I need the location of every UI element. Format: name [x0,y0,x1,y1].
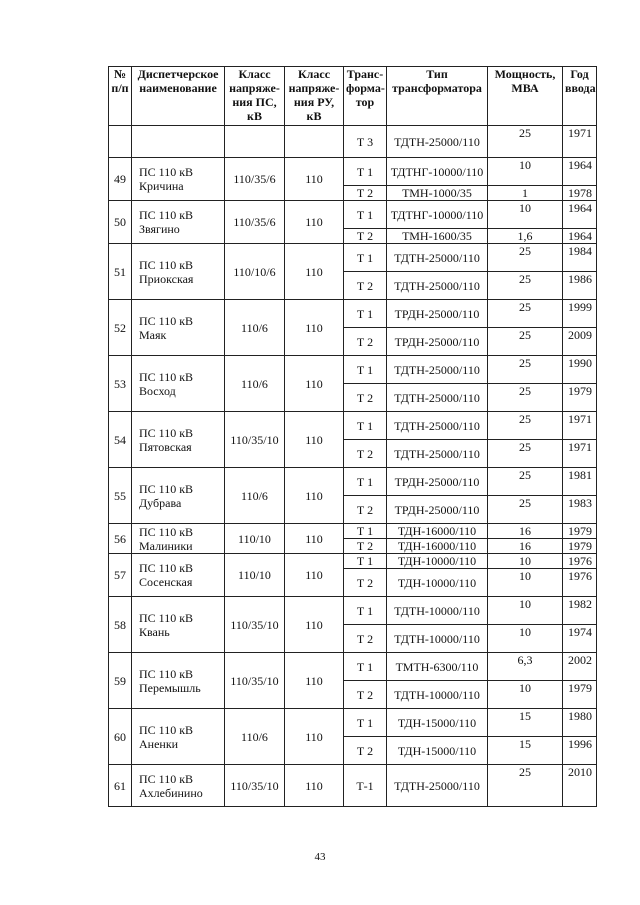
table-row [109,765,597,807]
commission-year: 1979 [563,539,597,554]
transformer-power: 10 [488,597,563,625]
transformer-type: ТДТН-25000/110 [387,440,488,468]
transformer-label: Т 1 [344,524,387,539]
ru-voltage-class: 110 [285,597,344,653]
transformer-label: Т 1 [344,244,387,272]
transformer-label: Т 2 [344,681,387,709]
commission-year: 1979 [563,384,597,412]
transformer-label: Т 1 [344,300,387,328]
row-number: 57 [109,554,132,597]
commission-year: 2002 [563,653,597,681]
substation-name: ПС 110 кВ Пятовская [132,412,225,468]
transformer-label: Т 1 [344,468,387,496]
commission-year: 1983 [563,496,597,524]
commission-year: 1974 [563,625,597,653]
row-number: 53 [109,356,132,412]
transformer-label: Т 1 [344,597,387,625]
ru-voltage-class: 110 [285,356,344,412]
substation-name: ПС 110 кВ Малиники [132,524,225,554]
table-body [109,126,597,807]
ps-voltage-class: 110/10/6 [225,244,285,300]
table-row [109,356,597,384]
transformer-power: 15 [488,737,563,765]
table-row [109,468,597,496]
commission-year: 1980 [563,709,597,737]
table-row [109,300,597,328]
ps-voltage-class: 110/35/6 [225,201,285,244]
commission-year: 2010 [563,765,597,807]
ru-voltage-class: 110 [285,201,344,244]
commission-year: 1990 [563,356,597,384]
ru-voltage-class: 110 [285,709,344,765]
table-row [109,412,597,440]
transformer-type: ТДТН-25000/110 [387,244,488,272]
transformer-label: Т 1 [344,201,387,229]
transformer-power: 10 [488,569,563,597]
commission-year: 1979 [563,524,597,539]
transformer-power: 10 [488,554,563,569]
transformer-power: 10 [488,158,563,186]
substation-name: ПС 110 кВ Сосенская [132,554,225,597]
transformer-type: ТДТН-25000/110 [387,356,488,384]
row-number: 60 [109,709,132,765]
transformer-power: 25 [488,328,563,356]
row-number: 49 [109,158,132,201]
commission-year: 1981 [563,468,597,496]
transformer-type: ТДТНГ-10000/110 [387,201,488,229]
header-year: Год ввода [563,67,597,126]
transformer-power: 10 [488,625,563,653]
transformer-type: ТМТН-6300/110 [387,653,488,681]
transformer-label: Т 2 [344,539,387,554]
transformer-label: Т 2 [344,328,387,356]
commission-year: 1971 [563,440,597,468]
ps-voltage-class: 110/6 [225,356,285,412]
commission-year: 1964 [563,158,597,186]
row-number: 61 [109,765,132,807]
ps-voltage-class [225,126,285,158]
ru-voltage-class: 110 [285,158,344,201]
substation-name: ПС 110 кВ Звягино [132,201,225,244]
table-row [109,597,597,625]
transformer-label: Т 2 [344,496,387,524]
header-name: Диспетчерское наименование [132,67,225,126]
transformer-power: 25 [488,244,563,272]
substation-name: ПС 110 кВ Приокская [132,244,225,300]
substation-name: ПС 110 кВ Квань [132,597,225,653]
transformer-power: 10 [488,201,563,229]
transformer-label: Т 2 [344,229,387,244]
transformer-type: ТДН-10000/110 [387,569,488,597]
commission-year: 1964 [563,201,597,229]
ps-voltage-class: 110/35/10 [225,765,285,807]
commission-year: 1999 [563,300,597,328]
transformer-table [108,66,597,807]
transformer-power: 25 [488,440,563,468]
transformer-type: ТДТН-10000/110 [387,625,488,653]
transformer-label: Т 1 [344,653,387,681]
transformer-label: Т 1 [344,554,387,569]
ps-voltage-class: 110/10 [225,524,285,554]
commission-year: 1982 [563,597,597,625]
ru-voltage-class: 110 [285,765,344,807]
transformer-power: 25 [488,496,563,524]
transformer-label: Т 2 [344,272,387,300]
ps-voltage-class: 110/35/10 [225,597,285,653]
ps-voltage-class: 110/35/10 [225,653,285,709]
transformer-type: ТДТН-25000/110 [387,272,488,300]
row-number: 58 [109,597,132,653]
transformer-power: 1,6 [488,229,563,244]
transformer-type: ТМН-1000/35 [387,186,488,201]
ps-voltage-class: 110/6 [225,468,285,524]
transformer-label: Т 2 [344,440,387,468]
transformer-power: 25 [488,356,563,384]
transformer-type: ТДТН-25000/110 [387,126,488,158]
transformer-power: 25 [488,272,563,300]
row-number: 54 [109,412,132,468]
commission-year: 1971 [563,126,597,158]
transformer-label: Т-1 [344,765,387,807]
commission-year: 1971 [563,412,597,440]
header-power: Мощность, МВА [488,67,563,126]
commission-year: 1964 [563,229,597,244]
header-type: Тип трансформатора [387,67,488,126]
transformer-power: 25 [488,468,563,496]
transformer-type: ТМН-1600/35 [387,229,488,244]
transformer-type: ТДН-15000/110 [387,737,488,765]
row-number: 56 [109,524,132,554]
transformer-type: ТРДН-25000/110 [387,496,488,524]
ru-voltage-class [285,126,344,158]
row-number: 55 [109,468,132,524]
transformer-label: Т 2 [344,384,387,412]
transformer-type: ТРДН-25000/110 [387,328,488,356]
table-row [109,126,597,158]
row-number: 59 [109,653,132,709]
transformer-label: Т 1 [344,158,387,186]
transformer-power: 6,3 [488,653,563,681]
header-ru-class: Класс напряже-ния РУ, кВ [285,67,344,126]
ru-voltage-class: 110 [285,554,344,597]
transformer-type: ТДТН-25000/110 [387,765,488,807]
table-row [109,653,597,681]
substation-name: ПС 110 кВ Ахлебинино [132,765,225,807]
ru-voltage-class: 110 [285,244,344,300]
transformer-power: 25 [488,412,563,440]
transformer-label: Т 2 [344,569,387,597]
ps-voltage-class: 110/10 [225,554,285,597]
row-number [109,126,132,158]
transformer-type: ТДТН-25000/110 [387,412,488,440]
commission-year: 1996 [563,737,597,765]
header-transformer: Транс-форма-тор [344,67,387,126]
transformer-power: 25 [488,384,563,412]
header-row [109,67,597,126]
transformer-type: ТДН-10000/110 [387,554,488,569]
table-row [109,201,597,229]
transformer-type: ТДТН-25000/110 [387,384,488,412]
ps-voltage-class: 110/35/6 [225,158,285,201]
transformer-label: Т 1 [344,356,387,384]
row-number: 52 [109,300,132,356]
transformer-power: 15 [488,709,563,737]
substation-name: ПС 110 кВ Дубрава [132,468,225,524]
transformer-power: 25 [488,126,563,158]
table-row [109,524,597,539]
transformer-power: 25 [488,765,563,807]
commission-year: 1979 [563,681,597,709]
ru-voltage-class: 110 [285,300,344,356]
header-ps-class: Класс напряже-ния ПС, кВ [225,67,285,126]
transformer-label: Т 1 [344,709,387,737]
table-row [109,158,597,186]
row-number: 50 [109,201,132,244]
transformer-type: ТДН-16000/110 [387,539,488,554]
commission-year: 1986 [563,272,597,300]
ru-voltage-class: 110 [285,468,344,524]
page-number: 43 [314,851,326,863]
substation-name: ПС 110 кВ Маяк [132,300,225,356]
transformer-label: Т 1 [344,412,387,440]
transformer-type: ТДТН-10000/110 [387,597,488,625]
transformer-label: Т 3 [344,126,387,158]
substation-name: ПС 110 кВ Аненки [132,709,225,765]
ps-voltage-class: 110/6 [225,300,285,356]
commission-year: 2009 [563,328,597,356]
transformer-label: Т 2 [344,737,387,765]
commission-year: 1976 [563,554,597,569]
transformer-power: 16 [488,524,563,539]
substation-name: ПС 110 кВ Восход [132,356,225,412]
transformer-type: ТДТН-10000/110 [387,681,488,709]
table-row [109,709,597,737]
transformer-type: ТДН-15000/110 [387,709,488,737]
transformer-type: ТРДН-25000/110 [387,300,488,328]
table-row [109,244,597,272]
transformer-label: Т 2 [344,625,387,653]
commission-year: 1978 [563,186,597,201]
ru-voltage-class: 110 [285,524,344,554]
row-number: 51 [109,244,132,300]
ps-voltage-class: 110/35/10 [225,412,285,468]
ps-voltage-class: 110/6 [225,709,285,765]
commission-year: 1984 [563,244,597,272]
ru-voltage-class: 110 [285,412,344,468]
transformer-type: ТДТНГ-10000/110 [387,158,488,186]
transformer-power: 16 [488,539,563,554]
transformer-type: ТРДН-25000/110 [387,468,488,496]
table-row [109,554,597,569]
transformer-power: 25 [488,300,563,328]
transformer-label: Т 2 [344,186,387,201]
header-num: № п/п [109,67,132,126]
substation-name: ПС 110 кВ Кричина [132,158,225,201]
transformer-type: ТДН-16000/110 [387,524,488,539]
transformer-power: 1 [488,186,563,201]
transformer-power: 10 [488,681,563,709]
commission-year: 1976 [563,569,597,597]
substation-name: ПС 110 кВ Перемышль [132,653,225,709]
substation-name [132,126,225,158]
ru-voltage-class: 110 [285,653,344,709]
